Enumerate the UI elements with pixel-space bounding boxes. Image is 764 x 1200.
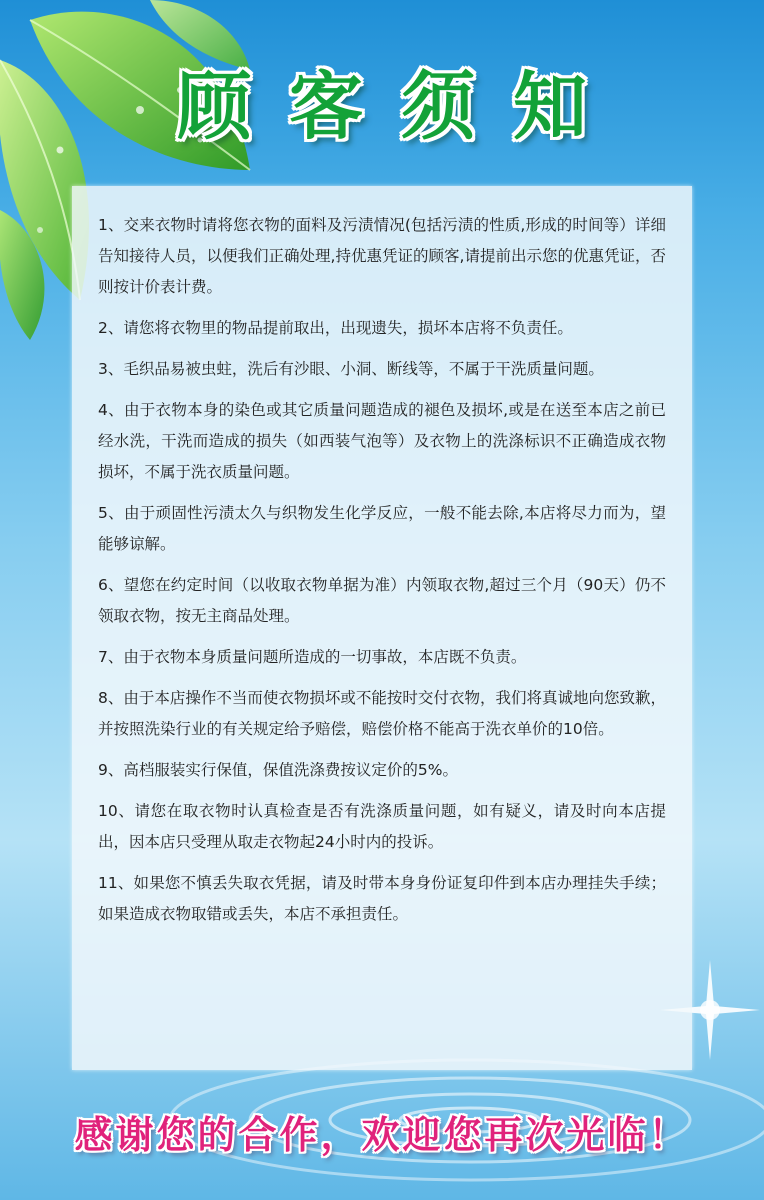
thank-you-slogan: 感谢您的合作，欢迎您再次光临！ <box>74 1112 690 1157</box>
rule-item: 2、请您将衣物里的物品提前取出，出现遗失，损坏本店将不负责任。 <box>98 319 573 337</box>
notice-panel <box>72 186 692 1070</box>
page-title: 顾客须知 <box>177 64 625 150</box>
rule-item: 6、望您在约定时间（以收取衣物单据为准）内领取衣物,超过三个月（90天）仍不领取衣物，按无主商品处理。 <box>98 576 666 625</box>
rule-item: 1、交来衣物时请将您衣物的面料及污渍情况(包括污渍的性质,形成的时间等）详细告知接待人员，以便我们正确处理,持优惠凭证的顾客,请提前出示您的优惠凭证，否则按计价表计费。 <box>98 216 666 296</box>
rule-item: 10、请您在取衣物时认真检查是否有洗涤质量问题，如有疑义，请及时向本店提出，因本店只受理从取走衣物起24小时内的投诉。 <box>98 802 666 851</box>
rule-item: 8、由于本店操作不当而使衣物损坏或不能按时交付衣物，我们将真诚地向您致歉，并按照洗染行业的有关规定给予赔偿，赔偿价格不能高于洗衣单价的10倍。 <box>98 689 666 738</box>
rule-item: 9、高档服装实行保值，保值洗涤费按议定价的5%。 <box>98 761 458 779</box>
rule-item: 3、毛织品易被虫蛀，洗后有沙眼、小洞、断线等，不属于干洗质量问题。 <box>98 360 604 378</box>
rule-item: 5、由于顽固性污渍太久与织物发生化学反应，一般不能去除,本店将尽力而为，望能够谅解。 <box>98 504 666 553</box>
rule-item: 7、由于衣物本身质量问题所造成的一切事故，本店既不负责。 <box>98 648 527 666</box>
rule-item: 11、如果您不慎丢失取衣凭据，请及时带本身身份证复印件到本店办理挂失手续；如果造成衣物取错或丢失，本店不承担责任。 <box>98 874 666 923</box>
rule-item: 4、由于衣物本身的染色或其它质量问题造成的褪色及损坏,或是在送至本店之前已经水洗，干洗而造成的损失（如西装气泡等）及衣物上的洗涤标识不正确造成衣物损坏，不属于洗衣质量问题。 <box>98 401 666 481</box>
